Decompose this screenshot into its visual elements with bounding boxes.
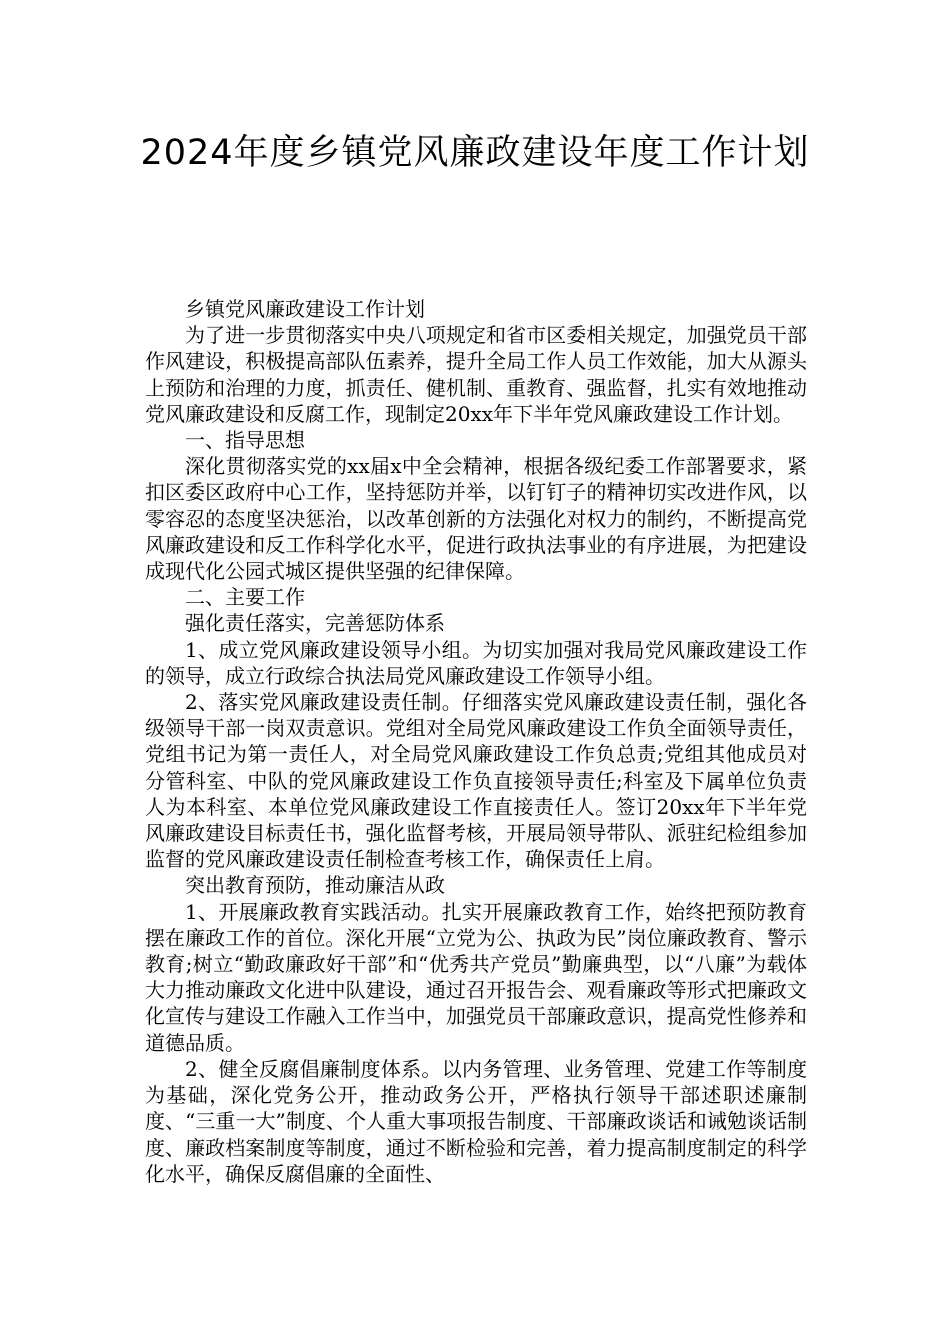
body-paragraph: 1、成立党风廉政建设领导小组。为切实加强对我局党风廉政建设工作的领导，成立行政综合执法局党风廉政建设工作领导小组。 <box>145 637 807 688</box>
body-paragraph: 乡镇党风廉政建设工作计划 <box>185 297 425 321</box>
subsection-heading: 强化责任落实，完善惩防体系 <box>185 611 445 636</box>
body-paragraph: 1、开展廉政教育实践活动。扎实开展廉政教育工作，始终把预防教育摆在廉政工作的首位。深化开展“立党为公、执政为民”岗位廉政教育、警示教育;树立“勤政廉政好干部”和“优秀共产党员”勤廉典型，以“八廉”为载体大力推动廉政文化进中队建设，通过召开报告会、观看廉政等形式把廉政文化宣传与建设工作融入工作当中，加强党员干部廉政意识，提高党性修养和道德品质。 <box>145 899 807 1055</box>
body-paragraph: 2、健全反腐倡廉制度体系。以内务管理、业务管理、党建工作等制度为基础，深化党务公开，推动政务公开，严格执行领导干部述职述廉制度、“三重一大”制度、个人重大事项报告制度、干部廉政谈话和诫勉谈话制度、廉政档案制度等制度，通过不断检验和完善，着力提高制度制定的科学化水平，确保反腐倡廉的全面性、 <box>145 1056 807 1186</box>
subsection-heading: 突出教育预防，推动廉洁从政 <box>185 873 445 898</box>
body-paragraph: 深化贯彻落实党的xx届x中全会精神，根据各级纪委工作部署要求，紧扣区委区政府中心工作，坚持惩防并举，以钉钉子的精神切实改进作风，以零容忍的态度坚决惩治，以改革创新的方法强化对权力的制约，不断提高党风廉政建设和反工作科学化水平，促进行政执法事业的有序进展，为把建设成现代化公园式城区提供坚强的纪律保障。 <box>145 454 807 584</box>
body-paragraph: 2、落实党风廉政建设责任制。仔细落实党风廉政建设责任制，强化各级领导干部一岗双责意识。党组对全局党风廉政建设工作负全面领导责任，党组书记为第一责任人，对全局党风廉政建设工作负总责;党组其他成员对分管科室、中队的党风廉政建设工作负直接领导责任;科室及下属单位负责人为本科室、本单位党风廉政建设工作直接责任人。签订20xx年下半年党风廉政建设目标责任书，强化监督考核，开展局领导带队、派驻纪检组参加监督的党风廉政建设责任制检查考核工作，确保责任上肩。 <box>145 690 807 872</box>
body-paragraph: 为了进一步贯彻落实中央八项规定和省市区委相关规定，加强党员干部作风建设，积极提高部队伍素养，提升全局工作人员工作效能，加大从源头上预防和治理的力度，抓责任、健机制、重教育、强监督，扎实有效地推动党风廉政建设和反腐工作，现制定20xx年下半年党风廉政建设工作计划。 <box>145 323 807 426</box>
section-heading: 二、主要工作 <box>185 585 305 610</box>
section-heading: 一、指导思想 <box>185 428 305 453</box>
document-title: 2024年度乡镇党风廉政建设年度工作计划 <box>140 133 810 173</box>
document-body <box>145 296 807 1187</box>
